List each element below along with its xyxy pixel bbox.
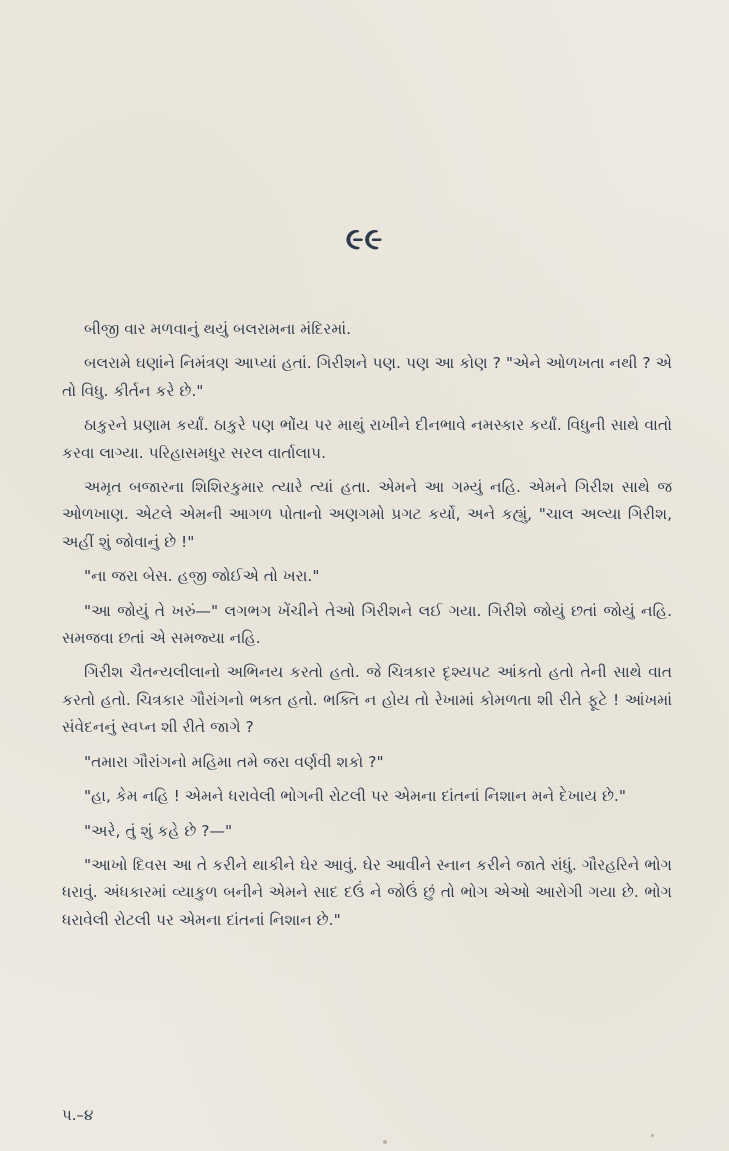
paragraph: "આ જોયું તે ખરું—" લગભગ ખેંચીને તેઓ ગિરીશને લઈ ગયા. ગિરીશે જોયું છતાં જોયું નહિ. સમજવા છતાં એ સમજ્યા નહિ. [62, 601, 672, 648]
paragraph: "આખો દિવસ આ તે કરીને થાકીને ઘેર આવું. ઘેર આવીને સ્નાન કરીને જાતે રાંધું. ગૌરહરિને ભોગ ધરાવું. અંધકારમાં વ્યાકુળ બનીને એમને સાદ દઉં ને જોઉં છું તો ભોગ એઓ આરોગી ગયા છે. ભોગ ધરાવેલી રોટલી પર એમના દાંતનાં નિશાન છે." [62, 855, 672, 929]
paragraph: "અરે, તું શું કહે છે ?—" [84, 821, 233, 840]
paragraph: બીજી વાર મળવાનું થયું બલરામના મંદિરમાં. [84, 320, 352, 338]
paper-speck [651, 1134, 654, 1137]
body-text [62, 316, 672, 941]
paragraph: ઠાકુરને પ્રણામ કર્યાં. ઠાકુરે પણ ભોંય પર માથું રાખીને દીનભાવે નમસ્કાર કર્યાં. વિધુની સાથે વાતો કરવા લાગ્યા. પરિહાસમધુર સરલ વાર્તાલાપ. [62, 416, 672, 462]
signature-mark: પ.–૪ [62, 1106, 94, 1124]
paragraph: બલરામે ઘણાંને નિમંત્રણ આપ્યાં હતાં. ગિરીશને પણ. પણ આ કોણ ? "એને ઓળખતા નથી ? એ તો વિધુ. કીર્તન કરે છે." [62, 354, 672, 400]
paragraph: અમૃત બજારના શિશિરકુમાર ત્યારે ત્યાં હતા. એમને આ ગમ્યું નહિ. એમને ગિરીશ સાથે જ ઓળખાણ. એટલે એમની આગળ પોતાનો અણગમો પ્રગટ કર્યો, અને કહ્યું, "ચાલ અલ્યા ગિરીશ, અહીં શું જોવાનું છે !" [62, 478, 672, 551]
paragraph: "ના જરા બેસ. હજી જોઈએ તો ખરા." [84, 567, 320, 586]
paper-speck [383, 1140, 387, 1144]
paragraph: "તમારા ગૌરાંગનો મહિમા તમે જરા વર્ણવી શકો ?" [84, 752, 384, 771]
paragraph: ગિરીશ ચૈતન્યલીલાનો અભિનય કરતો હતો. જે ચિત્રકાર દૃશ્યપટ આંકતો હતો તેની સાથે વાત કરતો હતો. ચિત્રકાર ગૌરાંગનો ભક્ત હતો. ભક્તિ ન હોય તો રેખામાં કોમળતા શી રીતે ફૂટે ! આંખમાં સંવેદનનું સ્વપ્ન શી રીતે જાગે ? [62, 663, 672, 737]
page-number: ૯૯ [345, 222, 384, 257]
paragraph: "હા, કેમ નહિ ! એમને ધરાવેલી ભોગની રોટલી પર એમના દાંતનાં નિશાન મને દેખાય છે." [84, 787, 626, 806]
